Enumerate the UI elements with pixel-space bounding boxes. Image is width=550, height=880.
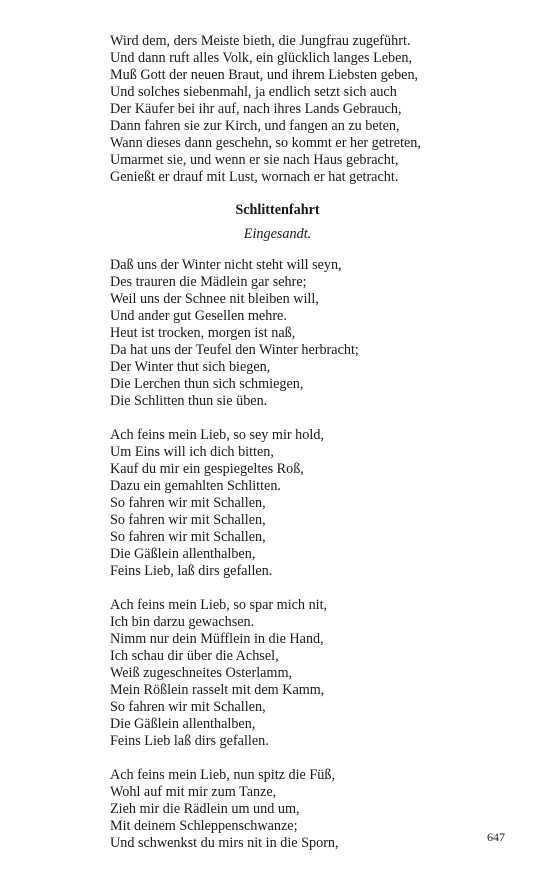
verse-line: Wird dem, ders Meiste bieth, die Jungfrau zugeführt. [110, 33, 411, 49]
verse-line: Der Winter thut sich biegen, [110, 359, 271, 375]
poem-subtitle: Eingesandt. [243, 226, 312, 242]
verse-line: Muß Gott der neuen Braut, und ihrem Liebsten geben, [110, 67, 419, 83]
stanza [110, 427, 510, 580]
stanza-gap [110, 580, 510, 597]
poem-stanzas [110, 257, 510, 852]
verse-line: Mit deinem Schleppenschwanze; [110, 818, 298, 834]
verse-line: Feins Lieb, laß dirs gefallen. [110, 563, 273, 579]
verse-line: So fahren wir mit Schallen, [110, 495, 266, 511]
verse-line: Genießt er drauf mit Lust, wornach er hat getracht. [110, 169, 399, 185]
verse-line: Daß uns der Winter nicht steht will seyn, [110, 257, 342, 273]
verse-line: Der Käufer bei ihr auf, nach ihres Lands Gebrauch, [110, 101, 402, 117]
verse-line: Des trauren die Mädlein gar sehre; [110, 274, 307, 290]
verse-line: Wann dieses dann geschehn, so kommt er her getreten, [110, 135, 421, 151]
verse-line: Da hat uns der Teufel den Winter herbracht; [110, 342, 359, 358]
verse-line: So fahren wir mit Schallen, [110, 512, 266, 528]
verse-line: Ach feins mein Lieb, nun spitz die Füß, [110, 767, 335, 783]
verse-line: Und schwenkst du mirs nit in die Sporn, [110, 835, 339, 851]
verse-line: Die Gäßlein allenthalben, [110, 546, 256, 562]
verse-line: Um Eins will ich dich bitten, [110, 444, 274, 460]
page-body [110, 33, 510, 852]
verse-line: Die Gäßlein allenthalben, [110, 716, 256, 732]
verse-line: Und solches siebenmahl, ja endlich setzt sich auch [110, 84, 397, 100]
verse-line: Mein Rößlein rasselt mit dem Kamm, [110, 682, 325, 698]
intro-verse [110, 33, 510, 186]
poem-title: Schlittenfahrt [235, 202, 320, 218]
page-number: 647 [487, 830, 505, 844]
verse-line: Ach feins mein Lieb, so spar mich nit, [110, 597, 328, 613]
verse-line: Kauf du mir ein gespiegeltes Roß, [110, 461, 304, 477]
stanza-gap [110, 410, 510, 427]
verse-line: Ach feins mein Lieb, so sey mir hold, [110, 427, 324, 443]
stanza [110, 257, 510, 410]
verse-line: Nimm nur dein Müfflein in die Hand, [110, 631, 324, 647]
stanza [110, 597, 510, 750]
verse-line: So fahren wir mit Schallen, [110, 529, 266, 545]
verse-line: Heut ist trocken, morgen ist naß, [110, 325, 296, 341]
stanza-gap [110, 750, 510, 767]
verse-line: Dann fahren sie zur Kirch, und fangen an zu beten, [110, 118, 400, 134]
verse-line: Zieh mir die Rädlein um und um, [110, 801, 300, 817]
verse-line: Die Schlitten thun sie üben. [110, 393, 268, 409]
verse-line: Die Lerchen thun sich schmiegen, [110, 376, 304, 392]
verse-line: Weiß zugeschneites Osterlamm, [110, 665, 293, 681]
verse-line: Wohl auf mit mir zum Tanze, [110, 784, 277, 800]
verse-line: So fahren wir mit Schallen, [110, 699, 266, 715]
verse-line: Feins Lieb laß dirs gefallen. [110, 733, 269, 749]
verse-line: Und dann ruft alles Volk, ein glücklich langes Leben, [110, 50, 413, 66]
verse-line: Weil uns der Schnee nit bleiben will, [110, 291, 319, 307]
verse-line: Ich bin darzu gewachsen. [110, 614, 255, 630]
stanza [110, 767, 510, 852]
verse-line: Dazu ein gemahlten Schlitten. [110, 478, 281, 494]
verse-line: Umarmet sie, und wenn er sie nach Haus gebracht, [110, 152, 399, 168]
verse-line: Und ander gut Gesellen mehre. [110, 308, 287, 324]
verse-line: Ich schau dir über die Achsel, [110, 648, 279, 664]
